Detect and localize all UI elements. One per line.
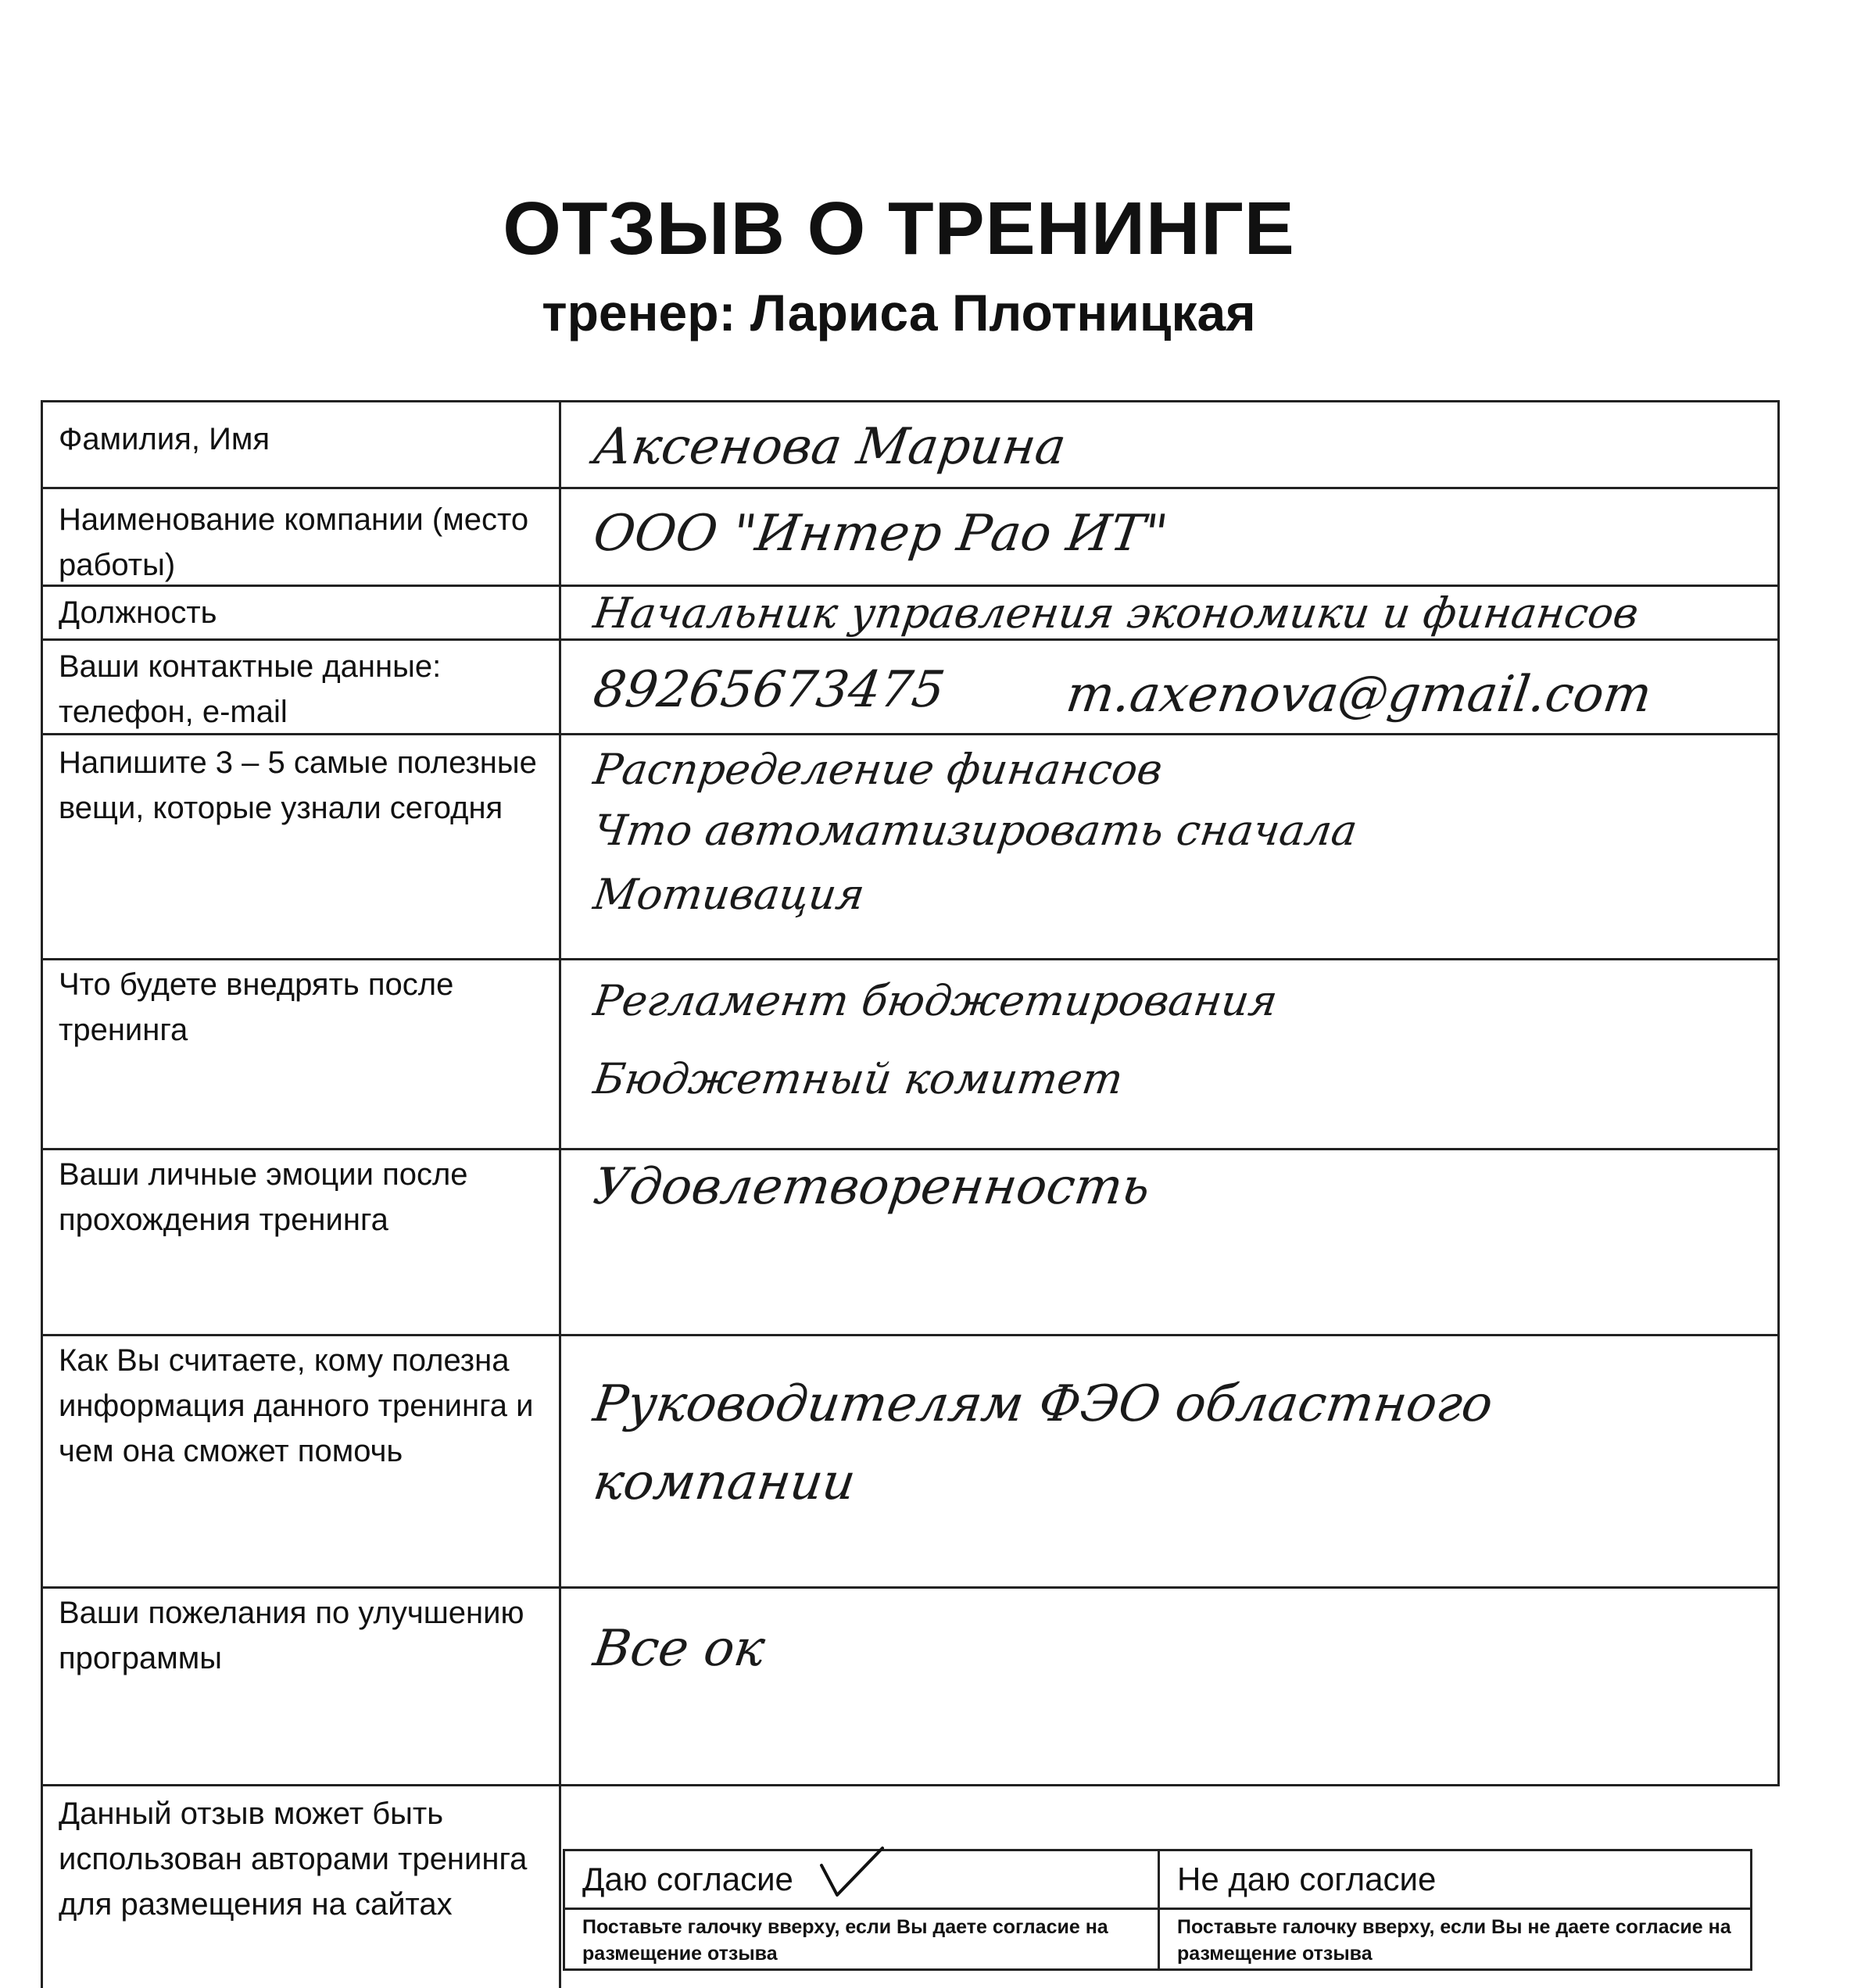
consent-disagree-label: Не даю согласие: [1160, 1851, 1752, 1910]
trainer-subtitle: тренер: Лариса Плотницкая: [542, 284, 1256, 341]
field-label: Как Вы считаете, кому полезна информация данного тренинга и чем она сможет помочь: [59, 1343, 534, 1468]
form-row-who-benefits: [43, 1336, 1780, 1589]
form-row-contacts: [43, 641, 1780, 735]
feedback-form-table: [41, 400, 1780, 1988]
answer-benefits-2[interactable]: компании: [589, 1453, 859, 1511]
consent-agree-label: Даю согласие: [565, 1851, 1158, 1910]
answer-email[interactable]: m.axenova@gmail.com: [1062, 666, 1655, 724]
field-label: Ваши личные эмоции после прохождения тренинга: [59, 1157, 468, 1237]
field-label: Что будете внедрять после тренинга: [59, 967, 454, 1047]
answer-emotions[interactable]: Удовлетворенность: [589, 1158, 1154, 1216]
checkmark-icon: [817, 1842, 887, 1904]
field-label: Ваши пожелания по улучшению программы: [59, 1596, 524, 1675]
page-title: ОТЗЫВ О ТРЕНИНГЕ: [503, 187, 1295, 270]
field-label: Напишите 3 – 5 самые полезные вещи, которые узнали сегодня: [59, 746, 537, 825]
field-label: Данный отзыв может быть использован авторами тренинга для размещения на сайтах: [59, 1797, 528, 1922]
answer-useful-3[interactable]: Мотивация: [590, 870, 868, 919]
consent-disagree-box[interactable]: [1158, 1851, 1752, 1968]
form-row-emotions: [43, 1150, 1780, 1336]
field-label: Ваши контактные данные: телефон, e-mail: [59, 649, 442, 729]
answer-useful-1[interactable]: Распределение финансов: [590, 745, 1166, 794]
form-row-position: [43, 587, 1780, 641]
answer-phone[interactable]: 89265673475: [589, 661, 949, 719]
answer-useful-2[interactable]: Что автоматизировать сначала: [590, 806, 1361, 855]
answer-implement-2[interactable]: Бюджетный комитет: [590, 1054, 1126, 1103]
consent-agree-note: Поставьте галочку вверху, если Вы даете согласие на размещение отзыва: [582, 1916, 1108, 1965]
form-row-useful-things: [43, 735, 1780, 960]
field-label: Фамилия, Имя: [59, 422, 270, 456]
form-row-wishes: [43, 1589, 1780, 1786]
answer-name[interactable]: Аксенова Марина: [589, 418, 1070, 476]
answer-position[interactable]: Начальник управления экономики и финансов: [590, 588, 1642, 638]
field-label: Должность: [59, 595, 217, 630]
answer-company[interactable]: ООО "Интер Рао ИТ": [589, 505, 1172, 563]
consent-disagree-note: Поставьте галочку вверху, если Вы не даете согласие на размещение отзыва: [1177, 1916, 1731, 1965]
form-row-name: [43, 402, 1780, 489]
form-row-implement: [43, 960, 1780, 1150]
answer-benefits-1[interactable]: Руководителям ФЭО областного: [589, 1375, 1497, 1433]
consent-agree-box[interactable]: [565, 1851, 1158, 1968]
consent-table: [563, 1849, 1752, 1971]
answer-implement-1[interactable]: Регламент бюджетирования: [590, 976, 1281, 1025]
form-row-company: [43, 489, 1780, 587]
answer-wishes[interactable]: Все ок: [589, 1620, 769, 1678]
form-row-consent: [43, 1786, 1780, 1988]
field-label: Наименование компании (место работы): [59, 502, 529, 582]
